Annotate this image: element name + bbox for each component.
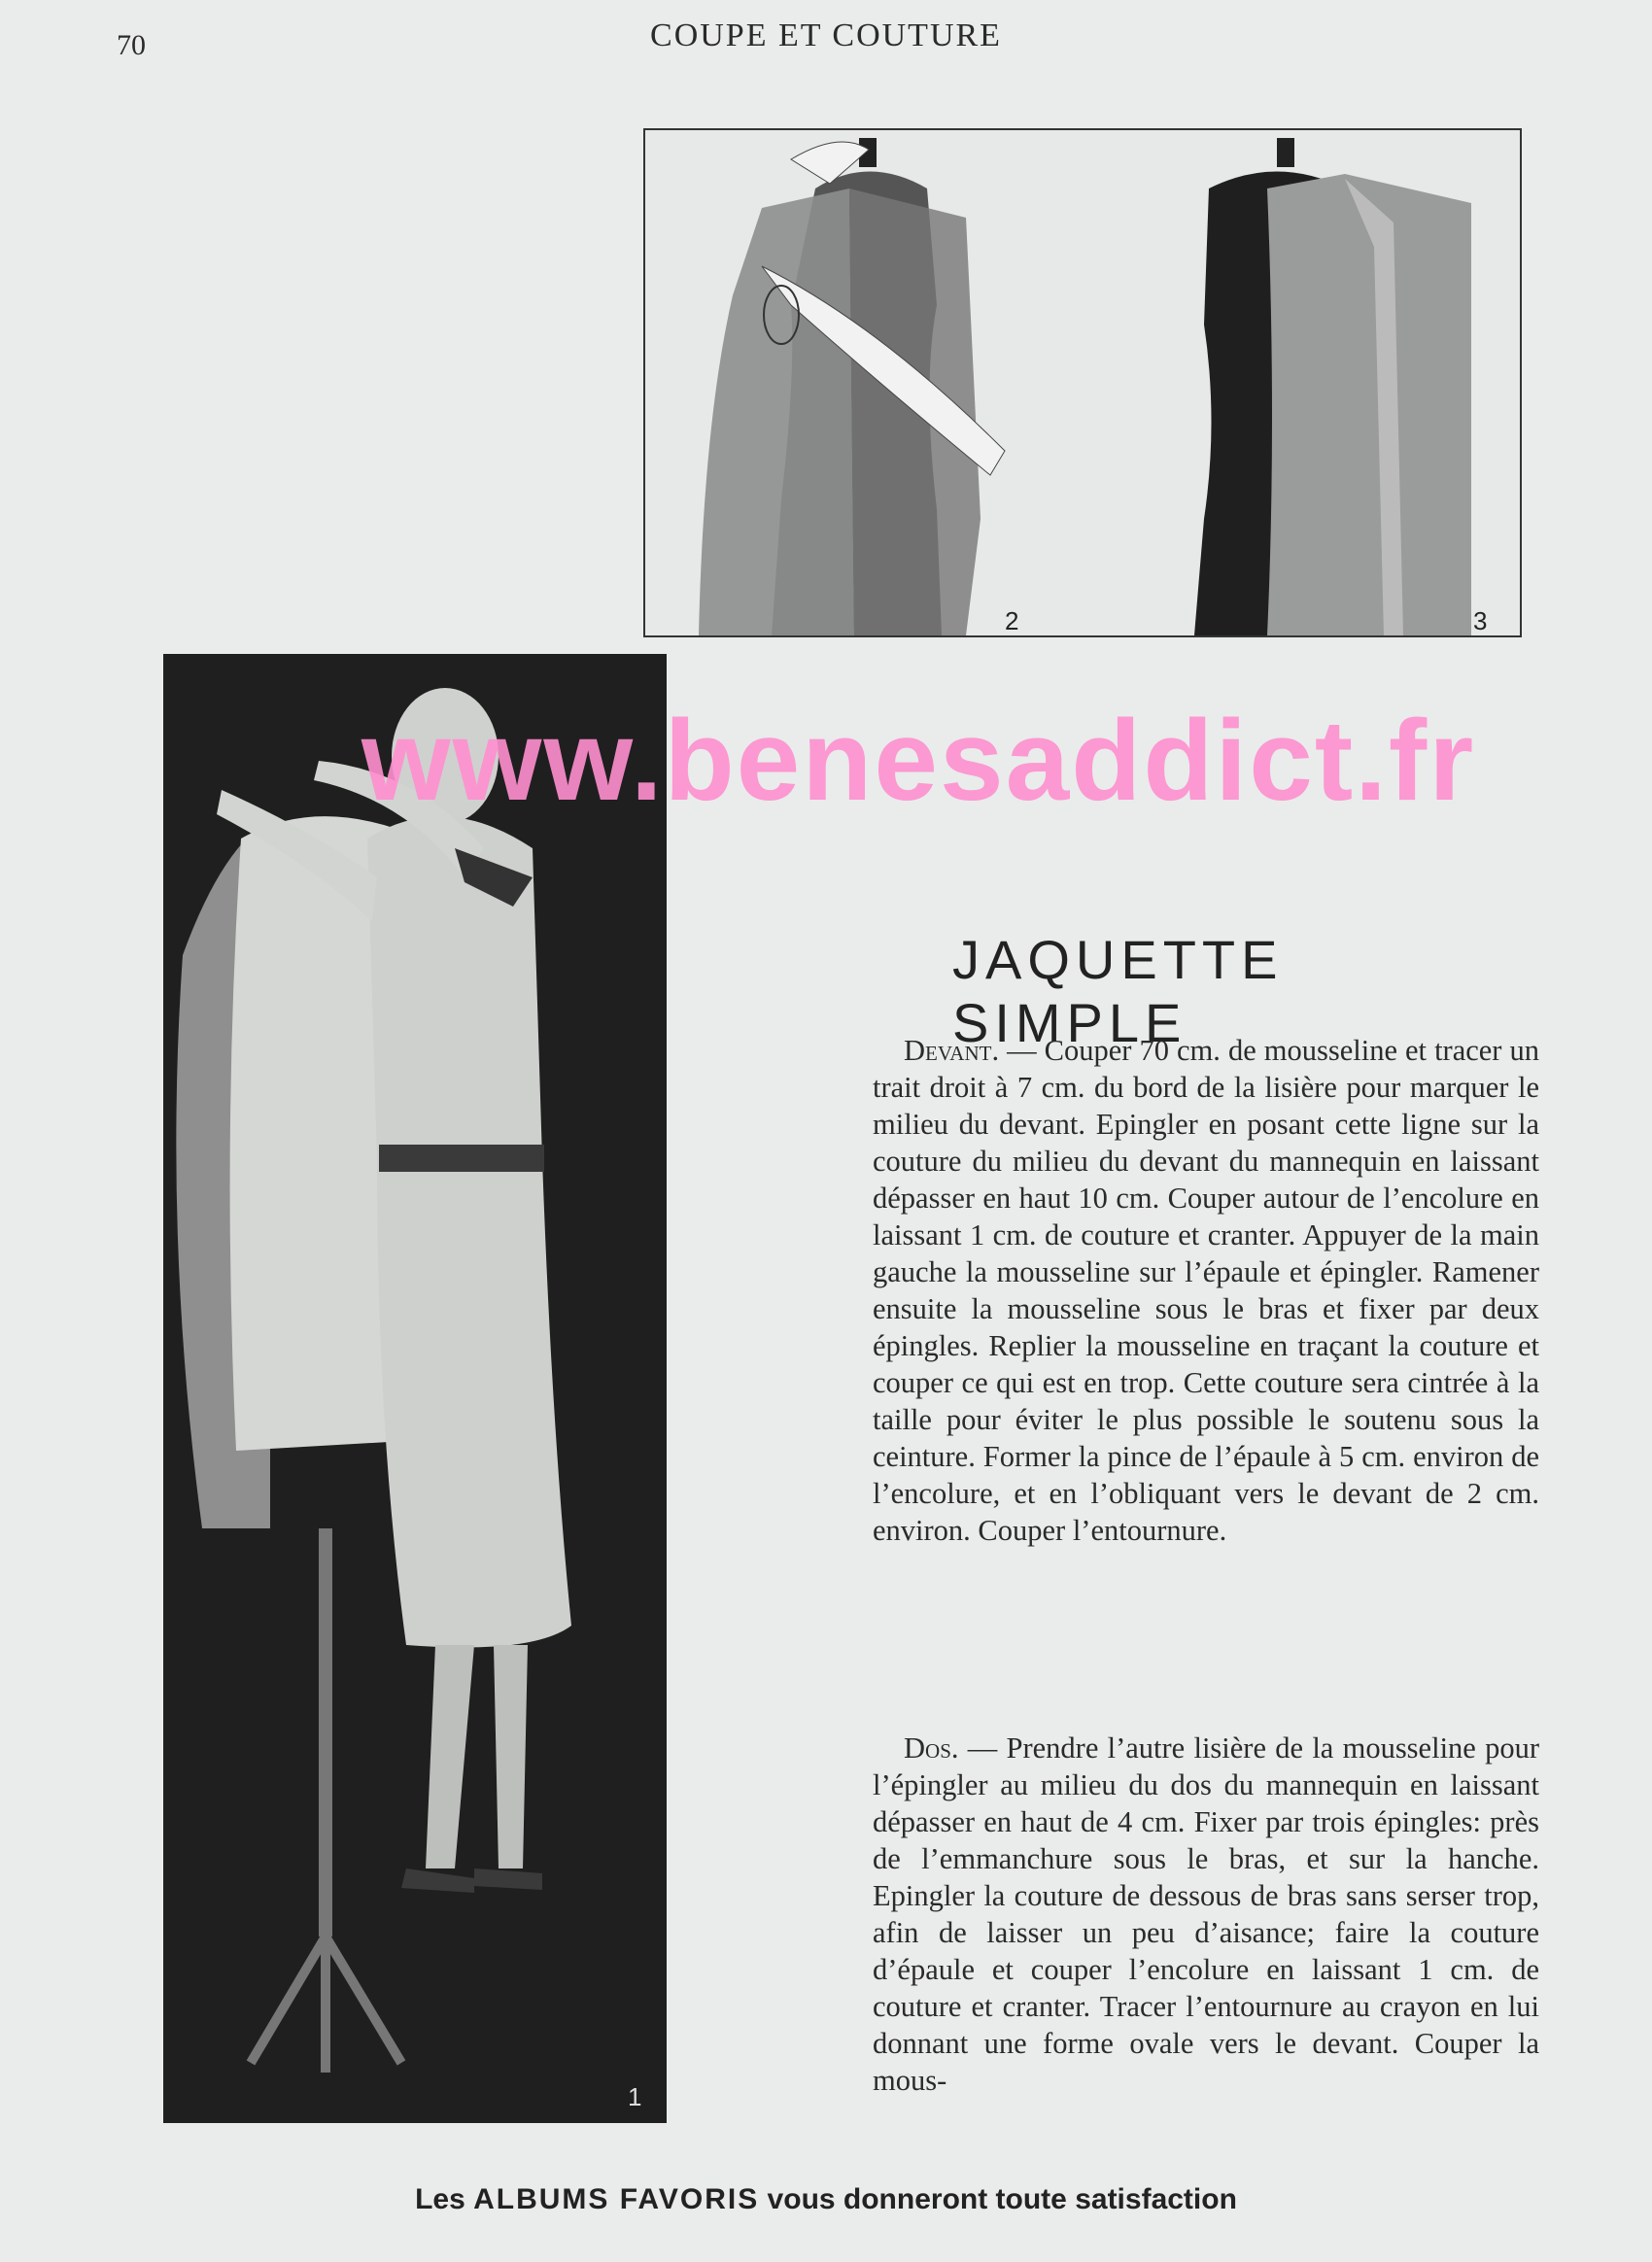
paragraph-dos [873, 1730, 1539, 2099]
footer-advert [0, 2183, 1652, 2216]
article-title: JAQUETTE SIMPLE [952, 929, 1284, 1053]
footer-brand: ALBUMS FAVORIS [473, 2183, 760, 2215]
footer-suffix: vous donneront toute satisfaction [759, 2183, 1237, 2215]
figure-1-number: 1 [628, 2082, 642, 2111]
footer-prefix: Les [415, 2183, 474, 2215]
dos-label: Dos. [904, 1731, 959, 1765]
figure-2-number: 2 [1005, 606, 1019, 635]
devant-text: — Couper 70 cm. de mousseline et tracer un trait droit à 7 cm. du bord de la lisière pour marquer le milieu du devant. Epingler en posant cette ligne sur la couture du milieu du devant du mannequin en laissant dépasser en haut 10 cm. Couper autour de l’encolure en laissant 1 cm. de couture et cranter. Appuyer de la main gauche la mousseline sur l’épaule et épingler. Ramener ensuite la mousseline sous le bras et fixer par deux épingles. Replier la mousseline en traçant la couture et couper ce qui est en trop. Cette couture sera cintrée à la taille pour éviter le plus possible le soutenu sous la ceinture. Former la pince de l’épaule à 5 cm. environ de l’encolure, et en l’obliquant vers le devant de 2 cm. environ. Couper l’entournure. [873, 1034, 1539, 1547]
page-number: 70 [117, 29, 146, 61]
fitting-illustration [163, 654, 667, 2123]
dos-text: — Prendre l’autre lisière de la mousseline pour l’épingler au milieu du dos du mannequin en laissant dépasser en haut de 4 cm. Fixer par trois épingles: près de l’emmanchure sous le bras, et sur la hanche. Epingler la couture de dessous de bras sans serser trop, afin de laisser un peu d’aisance; faire la couture d’épaule et couper l’encolure en laissant 1 cm. de couture et cranter. Tracer l’entournure au crayon en lui donnant une forme ovale vers le devant. Couper la mous- [873, 1731, 1539, 2097]
dress-form-illustration [643, 128, 1522, 637]
dress-forms-drawing [645, 130, 1520, 635]
figure-3-number: 3 [1473, 606, 1488, 635]
watermark: www.benesaddict.fr [361, 697, 1476, 825]
devant-label: Devant. [904, 1034, 1000, 1067]
woman-dress-form-drawing [163, 654, 667, 2123]
running-title: COUPE ET COUTURE [650, 17, 1002, 53]
paragraph-devant [873, 1032, 1539, 1549]
